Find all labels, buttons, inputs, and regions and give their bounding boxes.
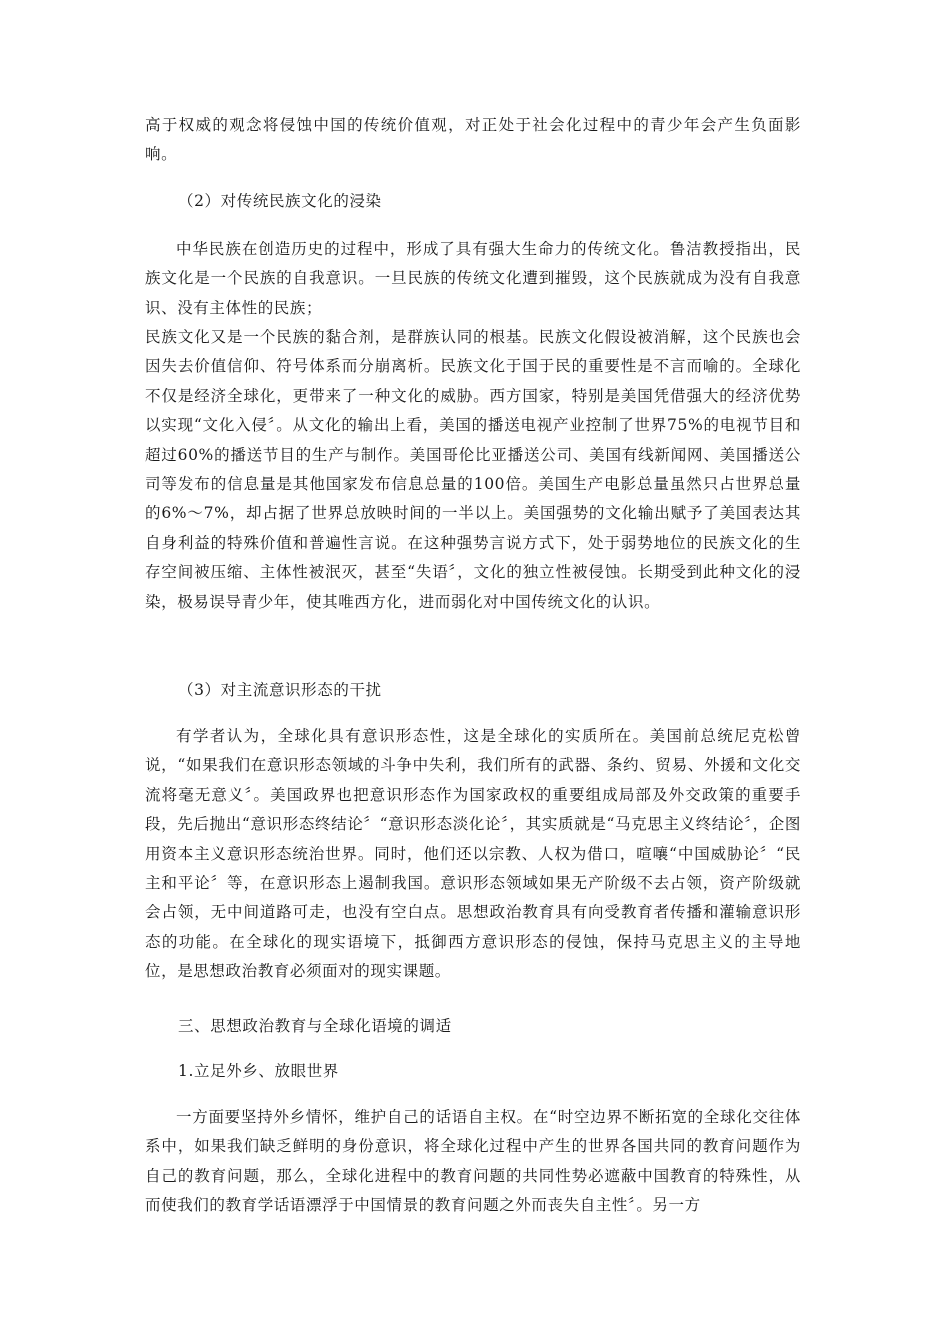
paragraph-national-culture-2: 民族文化又是一个民族的黏合剂，是群族认同的根基。民族文化假设被消解，这个民族也会因失去价值信仰、符号体系而分崩离析。民族文化于国于民的重要性是不言而喻的。全球化不仅是经济全球化，更带来了一种文化的威胁。西方国家，特别是美国凭借强大的经济优势以实现“文化入侵〞。从文化的输出上看，美国的播送电视产业控制了世界75%的电视节目和超过60%的播送节目的生产与制作。美国哥伦比亚播送公司、美国有线新闻网、美国播送公司等发布的信息量是其他国家发布信息总量的100倍。美国生产电影总量虽然只占世界总量的6%～7%，却占据了世界总放映时间的一半以上。美国强势的文化输出赋予了美国表达其自身利益的特殊价值和普遍性言说。在这种强势言说方式下，处于弱势地位的民族文化的生存空间被压缩、主体性被泯灭，甚至“失语〞，文化的独立性被侵蚀。长期受到此种文化的浸染，极易误导青少年，使其唯西方化，进而弱化对中国传统文化的认识。 <box>145 328 801 611</box>
subheading-ideology: （3）对主流意识形态的干扰 <box>178 681 382 699</box>
paragraph-ideology: 有学者认为，全球化具有意识形态性，这是全球化的实质所在。美国前总统尼克松曾说，“如果我们在意识形态领域的斗争中失利，我们所有的武器、条约、贸易、外援和文化交流将毫无意义〞。美国政界也把意识形态作为国家政权的重要组成局部及外交政策的重要手段，先后抛出“意识形态终结论〞“意识形态淡化论〞，其实质就是“马克思主义终结论〞，企图用资本主义意识形态统治世界。同时，他们还以宗教、人权为借口，喧嚷“中国威胁论〞“民主和平论〞等，在意识形态上遏制我国。意识形态领域如果无产阶级不去占领，资产阶级就会占领，无中间道路可走，也没有空白点。思想政治教育具有向受教育者传播和灌输意识形态的功能。在全球化的现实语境下，抵御西方意识形态的侵蚀，保持马克思主义的主导地位，是思想政治教育必须面对的现实课题。 <box>145 727 801 981</box>
subheading-traditional-culture: （2）对传统民族文化的浸染 <box>178 192 382 210</box>
section-heading-adaptation: 三、思想政治教育与全球化语境的调适 <box>178 1017 452 1035</box>
subheading-local-global: 1.立足外乡、放眼世界 <box>178 1062 339 1080</box>
paragraph-continuation: 高于权威的观念将侵蚀中国的传统价值观，对正处于社会化过程中的青少年会产生负面影响。 <box>145 116 801 164</box>
paragraph-local-sentiment: 一方面要坚持外乡情怀，维护自己的话语自主权。在“时空边界不断拓宽的全球化交往体系中，如果我们缺乏鲜明的身份意识，将全球化过程中产生的世界各国共同的教育问题作为自己的教育问题，那么，全球化进程中的教育问题的共同性势必遮蔽中国教育的特殊性，从而使我们的教育学话语漂浮于中国情景的教育问题之外而丧失自主性〞。另一方 <box>145 1108 801 1215</box>
paragraph-national-culture-1: 中华民族在创造历史的过程中，形成了具有强大生命力的传统文化。鲁洁教授指出，民族文化是一个民族的自我意识。一旦民族的传统文化遭到摧毁，这个民族就成为没有自我意识、没有主体性的民族； <box>145 240 801 317</box>
